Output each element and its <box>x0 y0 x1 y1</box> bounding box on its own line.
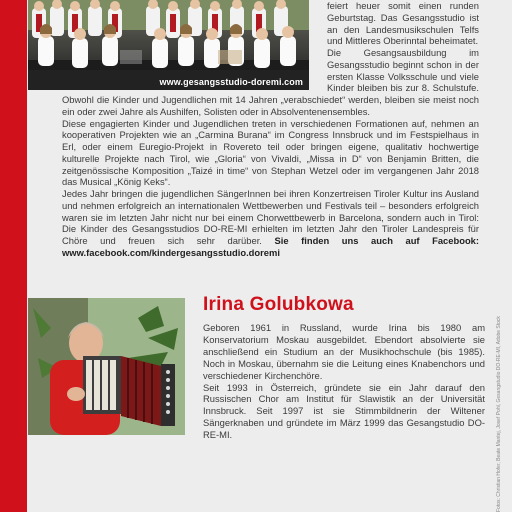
paragraph-projects: Diese engagierten Kinder und Jugendlichen treten in verschiedenen Formationen auf, nehmen an kooperativen Projekten wie an „Carmina Burana“ im Congress Innsbruck und im Festspielhaus in Erl, oder einem Euregio-Projekt in Rovereto teil oder bringen eigene, qualitativ hochwertige kulturelle Projekte nach Tirol, wie „Gloria“ von Vivaldi, „Missa in D“ von Benjamin Britten, die zeitgenössische Komposition „Taizé in time“ von Stephan Wetzel oder im vergangenen Jahr 2018 das Musical „König Keks“. <box>62 117 479 188</box>
paragraph-vocal-training: Die Gesangsausbildung im Gesangsstudio beginnt schon in der ersten Klasse Volksschule und viele Kinder bleiben bis zur 8. Schulstufe. Obwohl die Kinder und Jugendlichen mit 14 Jahren „verabschiedet“ werden, bleiben sie meist noch ein oder zwei Jahre als Aushilfen, Solisten oder in Absolventenensembles. <box>62 47 479 117</box>
photo-credit: Fotos: Christian Hofer, Beate Mantej, Josef Pohl, Gesangstudio DO-RE-MI, Adobe Stock <box>496 316 502 512</box>
photo-caption: www.gesangsstudio-doremi.com <box>159 77 303 87</box>
section-title: Irina Golubkowa <box>203 294 354 315</box>
article-text <box>62 0 479 259</box>
paragraph-tours: Jedes Jahr bringen die jugendlichen SängerInnen bei ihren Konzertreisen Tiroler Kultur ins Ausland und nehmen erfolgreich an internationalen Wettbewerben und Festivals teil – besonders erfolgreich waren sie im letzten Jahr nicht nur bei einem Chorwettbewerb in Barcelona, sondern auch in Tirol: Die Kinder des Gesangsstudios DO-RE-MI erhielten im letzten Jahr den Tiroler Landespreis für Chöre und freuen sich sehr darüber. Sie finden uns auch auf Facebook: www.facebook.com/kindergesangsstudio.doremi <box>62 188 480 258</box>
red-accent-bar <box>0 0 27 512</box>
biography-text <box>203 322 485 441</box>
biography-paragraph-2: Seit 1993 in Österreich, gründete sie ein Jahr darauf den Russischen Chor am Institut für Slawistik an der Universität Innsbruck. Seit 1997 ist sie Stimmbildnerin der Wiltener Sängerknaben und gründete im März 1999 das Gesangstudio DO-RE-MI. <box>203 381 485 441</box>
intro-paragraph: feiert heuer somit einen runden Geburtstag. Das Gesangsstudio ist an den Landesmusikschulen Telfs und Mittleres Oberinntal beheimatet. <box>327 0 479 47</box>
accordion-player-illustration <box>28 298 185 435</box>
portrait-photo <box>28 298 185 435</box>
biography-paragraph-1: Geboren 1961 in Russland, wurde Irina bis 1980 am Konservatorium Moskau ausgebildet. Ebendort absolvierte sie anschließend ein Studium an der Musikhochschule (bis 1985). Noch in Moskau, übernahm sie die Leitung eines Knabenchors und verschiedener Kirchenchöre. <box>203 322 485 381</box>
facebook-link[interactable]: Sie finden uns auch auf Facebook: www.facebook.com/kindergesangsstudio.doremi <box>62 235 480 258</box>
